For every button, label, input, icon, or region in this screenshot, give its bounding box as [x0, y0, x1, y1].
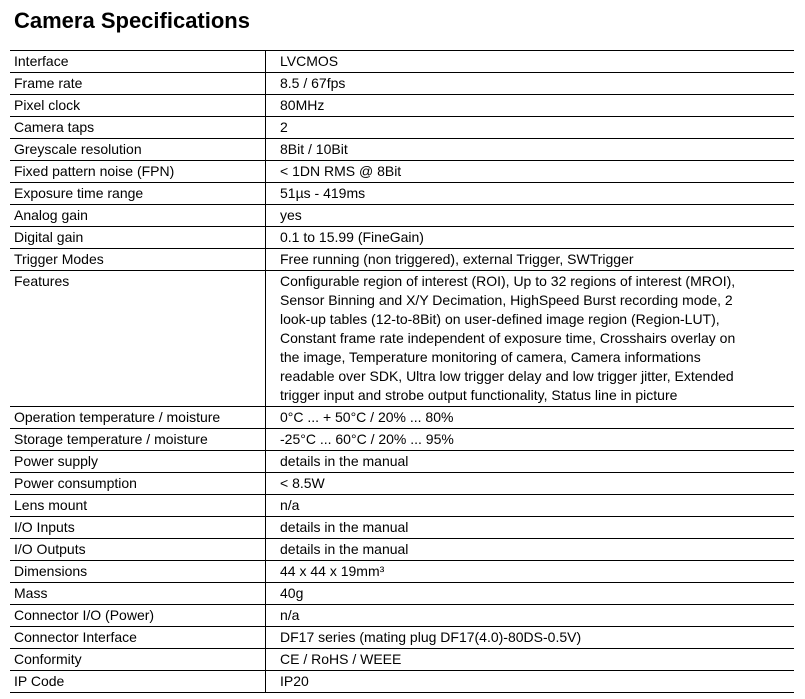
- spec-value-cell: [266, 561, 795, 583]
- spec-value: 8Bit / 10Bit: [280, 141, 348, 157]
- spec-label: Lens mount: [10, 495, 266, 517]
- spec-value: 51µs - 419ms: [280, 185, 366, 201]
- spec-value-cell: [266, 495, 795, 517]
- table-row: [10, 561, 794, 583]
- spec-value-cell: [266, 583, 795, 605]
- spec-value: 44 x 44 x 19mm³: [280, 563, 385, 579]
- table-row: [10, 517, 794, 539]
- table-row: [10, 117, 794, 139]
- table-row: [10, 605, 794, 627]
- spec-label: Features: [10, 271, 266, 407]
- spec-table-body: [10, 51, 794, 693]
- page-title: Camera Specifications: [14, 8, 250, 33]
- spec-value-cell: [266, 539, 795, 561]
- spec-value-cell: [266, 517, 795, 539]
- spec-value-cell: [266, 51, 795, 73]
- spec-value-cell: [266, 161, 795, 183]
- table-row: [10, 539, 794, 561]
- table-row: [10, 73, 794, 95]
- spec-value-cell: [266, 205, 795, 227]
- spec-value-cell: [266, 249, 795, 271]
- spec-label: Connector Interface: [10, 627, 266, 649]
- spec-value-cell: [266, 139, 795, 161]
- spec-label: Fixed pattern noise (FPN): [10, 161, 266, 183]
- spec-value-cell: [266, 605, 795, 627]
- spec-value: IP20: [280, 673, 309, 689]
- spec-value: 40g: [280, 585, 304, 601]
- spec-value-cell: [266, 429, 795, 451]
- spec-value: n/a: [280, 607, 300, 623]
- spec-value: 0.1 to 15.99 (FineGain): [280, 229, 424, 245]
- spec-value: n/a: [280, 497, 300, 513]
- table-row: [10, 649, 794, 671]
- spec-value-cell: [266, 451, 795, 473]
- table-row: [10, 451, 794, 473]
- spec-value-cell: [266, 473, 795, 495]
- spec-value-cell: [266, 627, 795, 649]
- spec-label: Operation temperature / moisture: [10, 407, 266, 429]
- spec-label: Interface: [10, 51, 266, 73]
- spec-label: Digital gain: [10, 227, 266, 249]
- spec-value: < 1DN RMS @ 8Bit: [280, 163, 402, 179]
- spec-value-cell: [266, 407, 795, 429]
- spec-value: details in the manual: [280, 541, 409, 557]
- table-row: [10, 583, 794, 605]
- spec-value-cell: [266, 649, 795, 671]
- spec-label: Power supply: [10, 451, 266, 473]
- table-row: [10, 183, 794, 205]
- spec-label: Pixel clock: [10, 95, 266, 117]
- table-row: [10, 627, 794, 649]
- spec-value: 2: [280, 119, 288, 135]
- spec-label: Connector I/O (Power): [10, 605, 266, 627]
- table-row: [10, 271, 794, 407]
- table-row: [10, 139, 794, 161]
- spec-label: Exposure time range: [10, 183, 266, 205]
- spec-label: Storage temperature / moisture: [10, 429, 266, 451]
- spec-label: Greyscale resolution: [10, 139, 266, 161]
- table-row: [10, 407, 794, 429]
- spec-value: 8.5 / 67fps: [280, 75, 346, 91]
- spec-value: 0°C ... + 50°C / 20% ... 80%: [280, 409, 454, 425]
- spec-table: [10, 50, 794, 693]
- spec-value: -25°C ... 60°C / 20% ... 95%: [280, 431, 454, 447]
- table-row: [10, 227, 794, 249]
- spec-value-cell: [266, 73, 795, 95]
- spec-label: I/O Outputs: [10, 539, 266, 561]
- spec-value: CE / RoHS / WEEE: [280, 651, 402, 667]
- spec-value-cell: [266, 95, 795, 117]
- spec-value: 80MHz: [280, 97, 325, 113]
- spec-value: Free running (non triggered), external Trigger, SWTrigger: [280, 251, 634, 267]
- table-row: [10, 473, 794, 495]
- table-row: [10, 205, 794, 227]
- spec-label: Camera taps: [10, 117, 266, 139]
- spec-value: yes: [280, 207, 302, 223]
- table-row: [10, 429, 794, 451]
- table-row: [10, 51, 794, 73]
- spec-label: Analog gain: [10, 205, 266, 227]
- spec-value: < 8.5W: [280, 475, 325, 491]
- spec-value: details in the manual: [280, 453, 409, 469]
- spec-label: Power consumption: [10, 473, 266, 495]
- table-row: [10, 495, 794, 517]
- spec-value: details in the manual: [280, 519, 409, 535]
- table-row: [10, 161, 794, 183]
- spec-value-cell: [266, 227, 795, 249]
- spec-label: Mass: [10, 583, 266, 605]
- spec-label: IP Code: [10, 671, 266, 693]
- spec-label: Trigger Modes: [10, 249, 266, 271]
- table-row: [10, 671, 794, 693]
- spec-value-cell: [266, 271, 795, 407]
- spec-value-cell: [266, 183, 795, 205]
- table-row: [10, 249, 794, 271]
- spec-label: I/O Inputs: [10, 517, 266, 539]
- spec-label: Conformity: [10, 649, 266, 671]
- spec-value-cell: [266, 671, 795, 693]
- spec-value-cell: [266, 117, 795, 139]
- spec-label: Frame rate: [10, 73, 266, 95]
- spec-value: Configurable region of interest (ROI), Up to 32 regions of interest (MROI), Sensor Binning and X/Y Decimation, HighSpeed Burst recording mode, 2 look-up tables (12-to-8Bit) on user-defined image region (Region-LUT), Constant frame rate independent of exposure time, Crosshairs overlay on the image, Temperature monitoring of camera, Camera informations readable over SDK, Ultra low trigger delay and low trigger jitter, Extended trigger input and strobe output functionality, Status line in picture: [280, 273, 736, 403]
- table-row: [10, 95, 794, 117]
- spec-value: DF17 series (mating plug DF17(4.0)-80DS-0.5V): [280, 629, 582, 645]
- spec-label: Dimensions: [10, 561, 266, 583]
- spec-value: LVCMOS: [280, 53, 339, 69]
